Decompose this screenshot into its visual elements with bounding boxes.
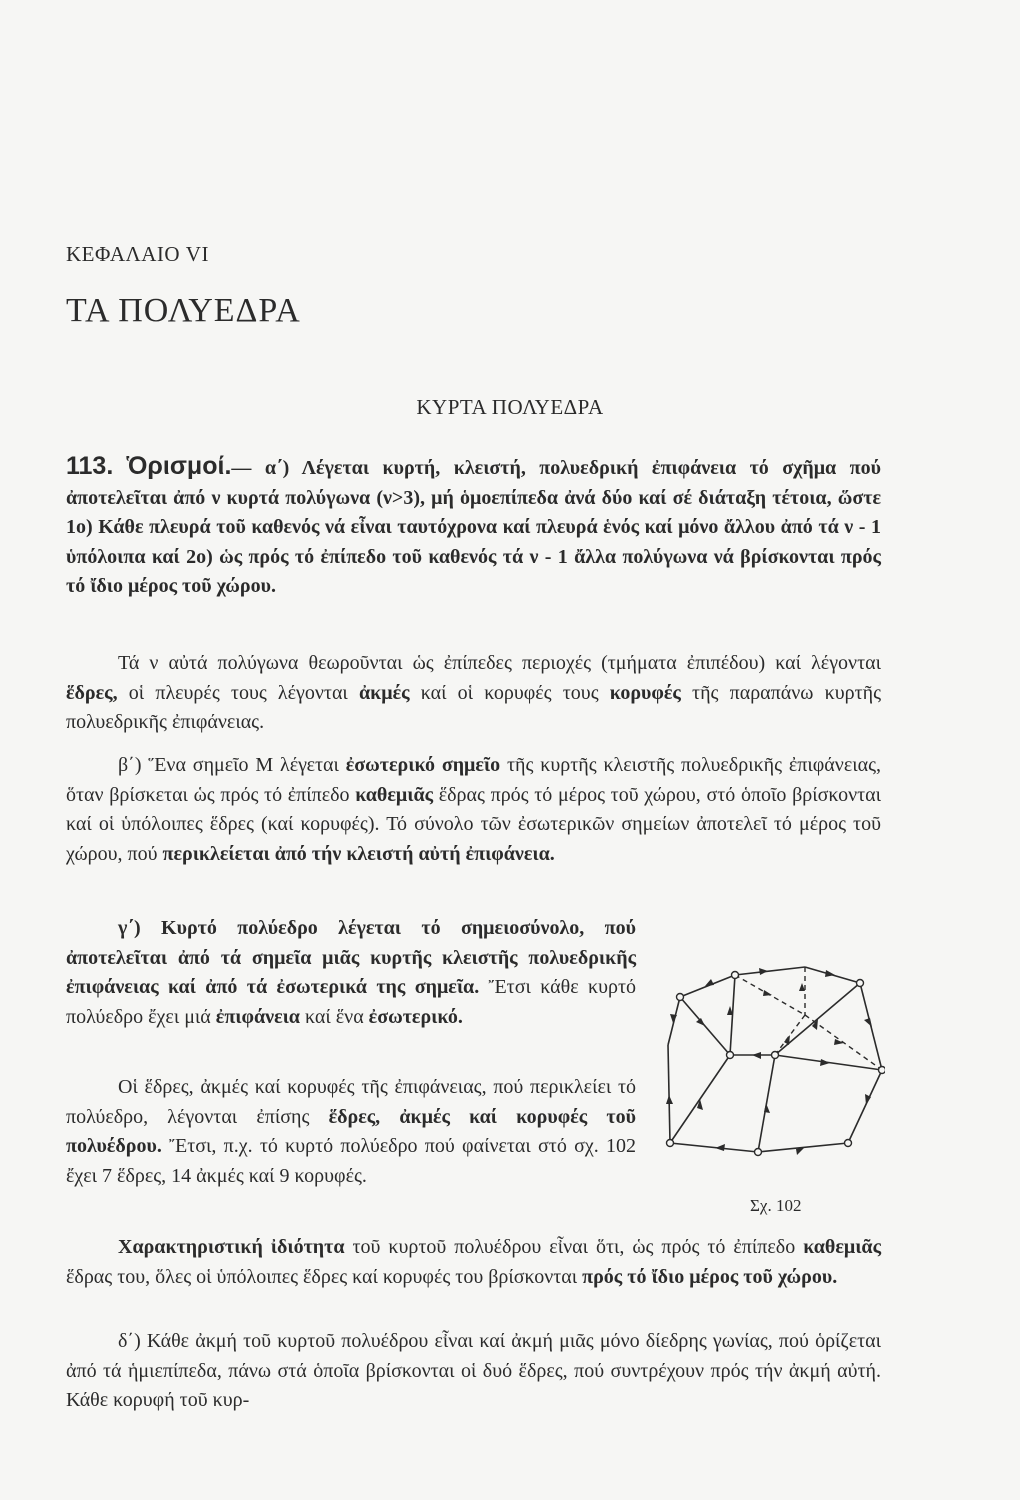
text-run: ἕδρας του, ὅλες οἱ ὑπόλοιπες ἕδρες καί κορυφές του βρίσκονται bbox=[66, 1265, 583, 1288]
text-run: Οἱ ἕδρες, ἀκμές καί κορυφές τῆς ἐπιφάνειας, πού περικλείει τό πολύεδρο, λέγονται ἐπίσης bbox=[66, 1076, 636, 1128]
term-interior: ἐσωτερικό. bbox=[368, 1005, 463, 1028]
section-title: ΚΥΡΤΑ ΠΟΛΥΕΔΡΑ bbox=[416, 395, 604, 419]
text-run: καί οἱ κορυφές τους bbox=[409, 681, 610, 704]
definition-d-text: δ΄) Κάθε ἀκμή τοῦ κυρτοῦ πολυέδρου εἶναι καί ἀκμή μιᾶς μόνο δίεδρης γωνίας, πού ὁρίζεται ἀπό τά ἡμιεπίπεδα, πάνω στά ὁποῖα βρίσκονται οἱ δυό ἕδρες, πού συντρέχουν πρός τήν ἀκμή αὐτή. Κάθε κορυφή τοῦ κυρ- bbox=[66, 1330, 881, 1411]
polyhedron-figure bbox=[660, 955, 885, 1160]
term-each: καθεμιᾶς bbox=[355, 783, 434, 806]
term-surface: ἐπιφάνεια bbox=[215, 1005, 300, 1028]
vertices bbox=[667, 972, 886, 1156]
text-run: τῆς παραπάνω κυρτῆς πολυεδρικῆς ἐπιφάνειας. bbox=[66, 681, 881, 733]
paragraph-faces-edges bbox=[66, 649, 881, 738]
term-polyhedron-elements: ἕδρες, ἀκμές καί κορυφές τοῦ πολυέδρου. bbox=[66, 1105, 636, 1157]
figure-caption: Σχ. 102 bbox=[750, 1196, 802, 1215]
term-interior-point: ἐσωτερικό σημεῖο bbox=[345, 754, 501, 776]
definition-paragraph-d bbox=[66, 1327, 881, 1416]
section-number: 113. bbox=[66, 452, 114, 480]
term-same-side: πρός τό ἴδιο μέρος τοῦ χώρου. bbox=[582, 1265, 838, 1288]
chapter-label: ΚΕΦΑΛΑΙΟ VI bbox=[66, 242, 209, 266]
text-run: Ἔτσι κάθε κυρτό πολύεδρο ἔχει μιά bbox=[66, 976, 636, 1028]
text-run: β΄) Ἕνα σημεῖο Μ λέγεται bbox=[118, 754, 346, 776]
term-edges: ἀκμές bbox=[358, 681, 410, 704]
text-run: Ἔτσι, π.χ. τό κυρτό πολύεδρο πού φαίνεται στό σχ. 102 ἔχει 7 ἕδρες, 14 ἀκμές καί 9 κορυφές. bbox=[66, 1135, 636, 1187]
definition-paragraph-c bbox=[66, 914, 636, 1032]
paragraph-property bbox=[66, 1233, 881, 1292]
term-faces: ἕδρες, bbox=[66, 681, 118, 704]
definition-a-text: — α΄) Λέγεται κυρτή, κλειστή, πολυεδρική ἐπιφάνεια τό σχῆμα πού ἀποτελεῖται ἀπό ν κυρτά πολύγωνα (ν>3), μή ὁμοεπίπεδα ἀνά δύο καί σέ διάταξη τέτοια, ὥστε 1ο) Κάθε πλευρά τοῦ καθενός νά εἶναι ταυτόχρονα καί πλευρά ἑνός καί μόνο ἄλλου ἀπό τά ν - 1 ὑπόλοιπα καί 2ο) ὡς πρός τό ἐπίπεδο τοῦ καθενός τά ν - 1 ἄλλα πολύγωνα νά βρίσκονται πρός τό ἴδιο μέρος τοῦ χώρου. bbox=[66, 457, 882, 597]
term-vertices: κορυφές bbox=[609, 681, 681, 704]
edge-arrows bbox=[666, 968, 872, 1155]
polyhedron-edges bbox=[668, 967, 882, 1152]
definition-paragraph-b bbox=[66, 751, 881, 869]
text-run: ἕδρας πρός τό μέρος τοῦ χώρου, στό ὁποῖο βρίσκονται καί οἱ ὑπόλοιπες ἕδρες (καί κορυφές). Τό σύνολο τῶν ἐσωτερικῶν σημείων ἀποτελεῖ τό μέρος τοῦ χώρου, πού bbox=[66, 783, 882, 865]
term-enclosed: περικλείεται ἀπό τήν κλειστή αὐτή ἐπιφάνεια. bbox=[162, 842, 555, 865]
text-run: τῆς κυρτῆς κλειστῆς πολυεδρικῆς ἐπιφάνειας, ὅταν βρίσκεται ὡς πρός τό ἐπίπεδο bbox=[66, 754, 881, 806]
term-characteristic-property: Χαρακτηριστική ἰδιότητα bbox=[118, 1236, 345, 1258]
paragraph-example bbox=[66, 1073, 636, 1191]
text-run: Τά ν αὐτά πολύγωνα θεωροῦνται ὡς ἐπίπεδες περιοχές (τμήματα ἐπιπέδου) καί λέγονται bbox=[118, 652, 881, 674]
term-each: καθεμιᾶς bbox=[803, 1236, 881, 1258]
chapter-title: ΤΑ ΠΟΛΥΕΔΡΑ bbox=[66, 292, 301, 329]
text-run: οἱ πλευρές τους λέγονται bbox=[117, 681, 359, 704]
section-heading: Ὁρισμοί. bbox=[126, 452, 232, 480]
definition-convex-polyhedron: γ΄) Κυρτό πολύεδρο λέγεται τό σημειοσύνολο, πού ἀποτελεῖται ἀπό τά σημεῖα μιᾶς κυρτῆς κλειστῆς πολυεδρικῆς ἐπιφάνειας καί ἀπό τά ἐσωτερικά της σημεῖα. bbox=[66, 917, 636, 998]
text-run: καί ἕνα bbox=[299, 1005, 369, 1028]
definition-paragraph-a bbox=[66, 452, 881, 602]
text-run: τοῦ κυρτοῦ πολυέδρου εἶναι ὅτι, ὡς πρός τό ἐπίπεδο bbox=[344, 1236, 804, 1258]
